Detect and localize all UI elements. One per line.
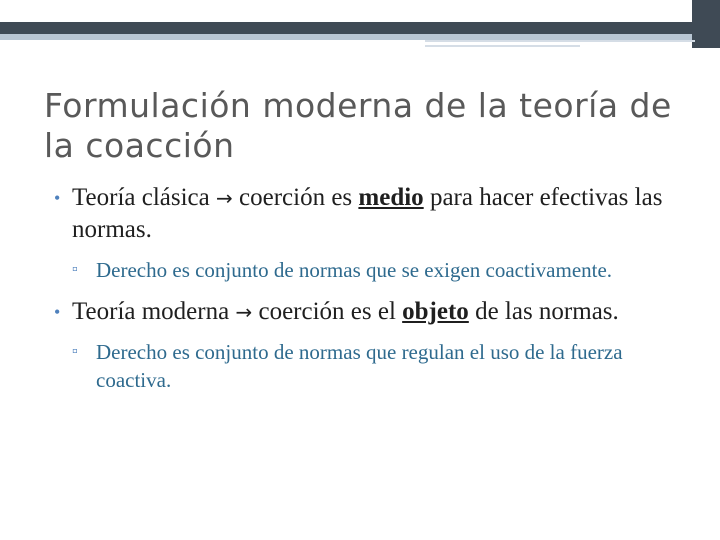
sub-bullet-text: Derecho es conjunto de normas que se exigen coactivamente. <box>96 258 613 282</box>
arrow-right-icon: → <box>216 186 233 210</box>
bullet-text-post: para hacer efectivas las normas. <box>72 184 663 243</box>
header-corner-accent <box>692 0 720 48</box>
sub-bullet-text: Derecho es conjunto de normas que regulan el uso de la fuerza coactiva. <box>96 340 623 392</box>
bullet-text-mid: coerción es <box>232 184 359 211</box>
emphasized-term: objeto <box>402 298 469 325</box>
header-dark-stripe <box>0 22 720 34</box>
bullet-modern-theory <box>50 296 690 328</box>
arrow-right-icon: → <box>235 300 253 324</box>
bullet-text-pre: Teoría moderna <box>72 298 236 325</box>
slide-title: Formulación moderna de la teoría de la coacción <box>44 86 672 165</box>
bullet-text-mid: coerción es el <box>252 298 403 325</box>
square-bullet-icon: ▫ <box>72 261 78 278</box>
bullet-text-pre: Teoría clásica <box>72 184 216 211</box>
bullet-text-post: de las normas. <box>468 298 619 325</box>
sub-bullet-modern-definition <box>50 338 690 394</box>
sub-bullet-classic-definition <box>50 256 690 284</box>
square-bullet-icon: ▫ <box>72 343 78 360</box>
slide-body <box>50 182 690 406</box>
bullet-classic-theory <box>50 182 690 246</box>
bullet-icon: • <box>54 188 61 208</box>
bullet-icon: • <box>54 302 61 322</box>
header-thin-line <box>425 40 695 42</box>
decorative-header-bar <box>0 0 720 50</box>
emphasized-term: medio <box>358 184 424 211</box>
header-thin-line-short <box>425 45 580 47</box>
